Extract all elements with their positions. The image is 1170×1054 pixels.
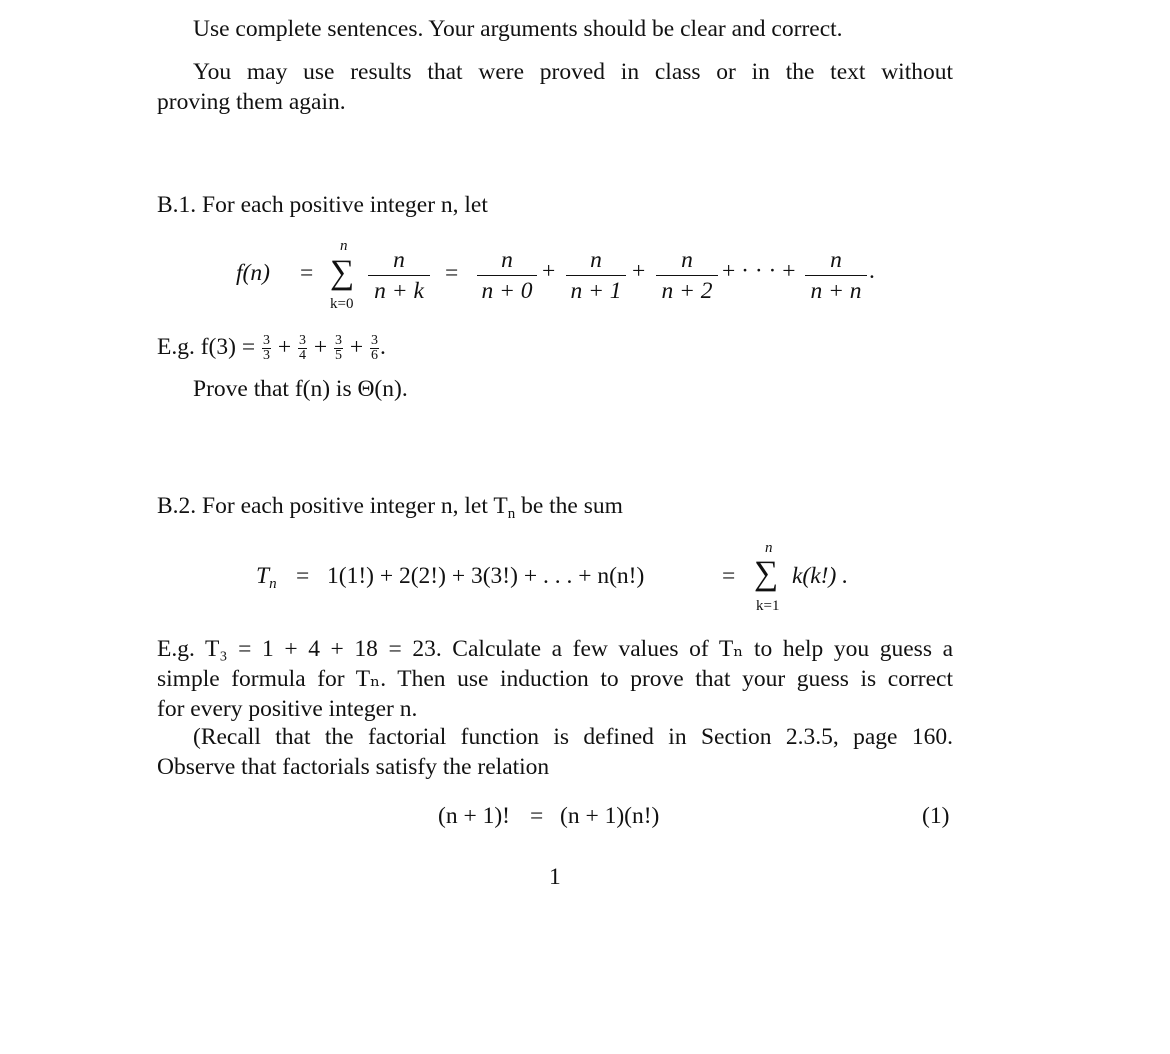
- b2-paragraph-1: [157, 634, 953, 724]
- b1-term-n-den: n + n: [810, 278, 862, 304]
- b2-heading: [157, 493, 623, 520]
- b1-term-n-num: n: [830, 247, 842, 273]
- frac-den: 6: [371, 348, 379, 364]
- b1-sum-upper: n: [340, 238, 348, 254]
- b2-sum-lower: k=1: [756, 598, 780, 614]
- frac-num: 3: [335, 333, 342, 349]
- frac-num: 3: [262, 333, 270, 349]
- b1-term-2: [656, 245, 718, 306]
- b1-term-0-den: n + 0: [481, 278, 533, 304]
- b1-plus-2: +: [632, 258, 646, 284]
- b1-term-0: [477, 245, 537, 306]
- b2-lhs-sub: n: [269, 576, 277, 592]
- b1-equals-2: =: [445, 260, 459, 286]
- b1-sum-lower: k=0: [330, 296, 354, 312]
- frac-den: 4: [298, 348, 306, 364]
- intro-line-2b: proving them again.: [157, 89, 346, 115]
- b2-heading-tail: be the sum: [515, 493, 623, 519]
- b1-lhs: f(n): [236, 260, 270, 286]
- b1-term-1-den: n + 1: [570, 278, 622, 304]
- b1-period: .: [869, 258, 875, 284]
- intro-paragraph-2: [157, 57, 953, 117]
- sigma-symbol: ∑: [330, 254, 355, 291]
- b2-heading-sub: n: [507, 506, 516, 522]
- b1-example: E.g. f(3) = $\frac{3}{3}$ + $\frac{3}{4}$ + $\frac{3}{5}$ + $\frac{3}{6}$ .: [157, 333, 386, 364]
- b1-term-2-num: n: [681, 247, 693, 273]
- frac-num: 3: [371, 333, 379, 349]
- b2-paragraph-2: [157, 722, 953, 782]
- sigma-symbol-2: ∑: [754, 555, 779, 592]
- b2-lhs: [256, 563, 277, 590]
- b2-equals-1: =: [296, 563, 310, 589]
- b2-p1-line-1: E.g. T₃ = 1 + 4 + 18 = 23. Calculate a few values of Tₙ to help you guess a: [157, 636, 953, 662]
- b1-term-0-num: n: [501, 247, 513, 273]
- relation-rhs: (n + 1)(n!): [560, 803, 660, 829]
- b1-example-prefix: E.g. f(3) =: [157, 334, 261, 360]
- intro-line-2a: You may use results that were proved in class or in the text without: [193, 59, 953, 85]
- b1-term-1-num: n: [590, 247, 602, 273]
- frac-num: 3: [298, 333, 306, 349]
- page-number: 1: [549, 864, 561, 890]
- b2-expr: 1(1!) + 2(2!) + 3(3!) + . . . + n(n!): [327, 563, 645, 589]
- relation-equals: =: [530, 803, 544, 829]
- b1-term-1: [566, 245, 626, 306]
- b1-frac-0: [262, 334, 271, 363]
- b1-heading: B.1. For each positive integer n, let: [157, 192, 488, 218]
- b1-plus-1: +: [542, 258, 556, 284]
- b2-equals-2: =: [722, 563, 736, 589]
- b1-term-n: [805, 245, 867, 306]
- b2-sum-upper: n: [765, 540, 773, 556]
- b1-term-num: n: [393, 247, 405, 273]
- b2-sum-term: k(k!) .: [792, 563, 849, 589]
- b1-term-den: n + k: [374, 278, 424, 304]
- b2-p2-line-1: (Recall that the factorial function is defined in Section 2.3.5, page 160.: [193, 724, 953, 750]
- b1-frac-3: [370, 334, 379, 363]
- b1-frac-2: [334, 334, 343, 363]
- b1-dots: + · · · +: [722, 258, 796, 284]
- b1-equals-1: =: [300, 260, 314, 286]
- b1-prove: Prove that f(n) is Θ(n).: [193, 376, 408, 402]
- b2-p2-line-2: Observe that factorials satisfy the relation: [157, 754, 550, 780]
- equation-number: (1): [922, 803, 950, 829]
- b1-frac-1: [298, 334, 307, 363]
- frac-den: 3: [262, 348, 270, 364]
- relation-lhs: (n + 1)!: [438, 803, 510, 829]
- frac-den: 5: [335, 348, 342, 364]
- b2-p1-line-2: simple formula for Tₙ. Then use induction to prove that your guess is correct: [157, 666, 953, 692]
- b2-heading-text: B.2. For each positive integer n, let T: [157, 493, 508, 519]
- b2-lhs-t: T: [256, 563, 270, 589]
- b1-general-term: [368, 245, 430, 306]
- b2-p1-line-3: for every positive integer n.: [157, 696, 418, 722]
- intro-line-1: Use complete sentences. Your arguments should be clear and correct.: [193, 16, 843, 42]
- b1-term-2-den: n + 2: [661, 278, 713, 304]
